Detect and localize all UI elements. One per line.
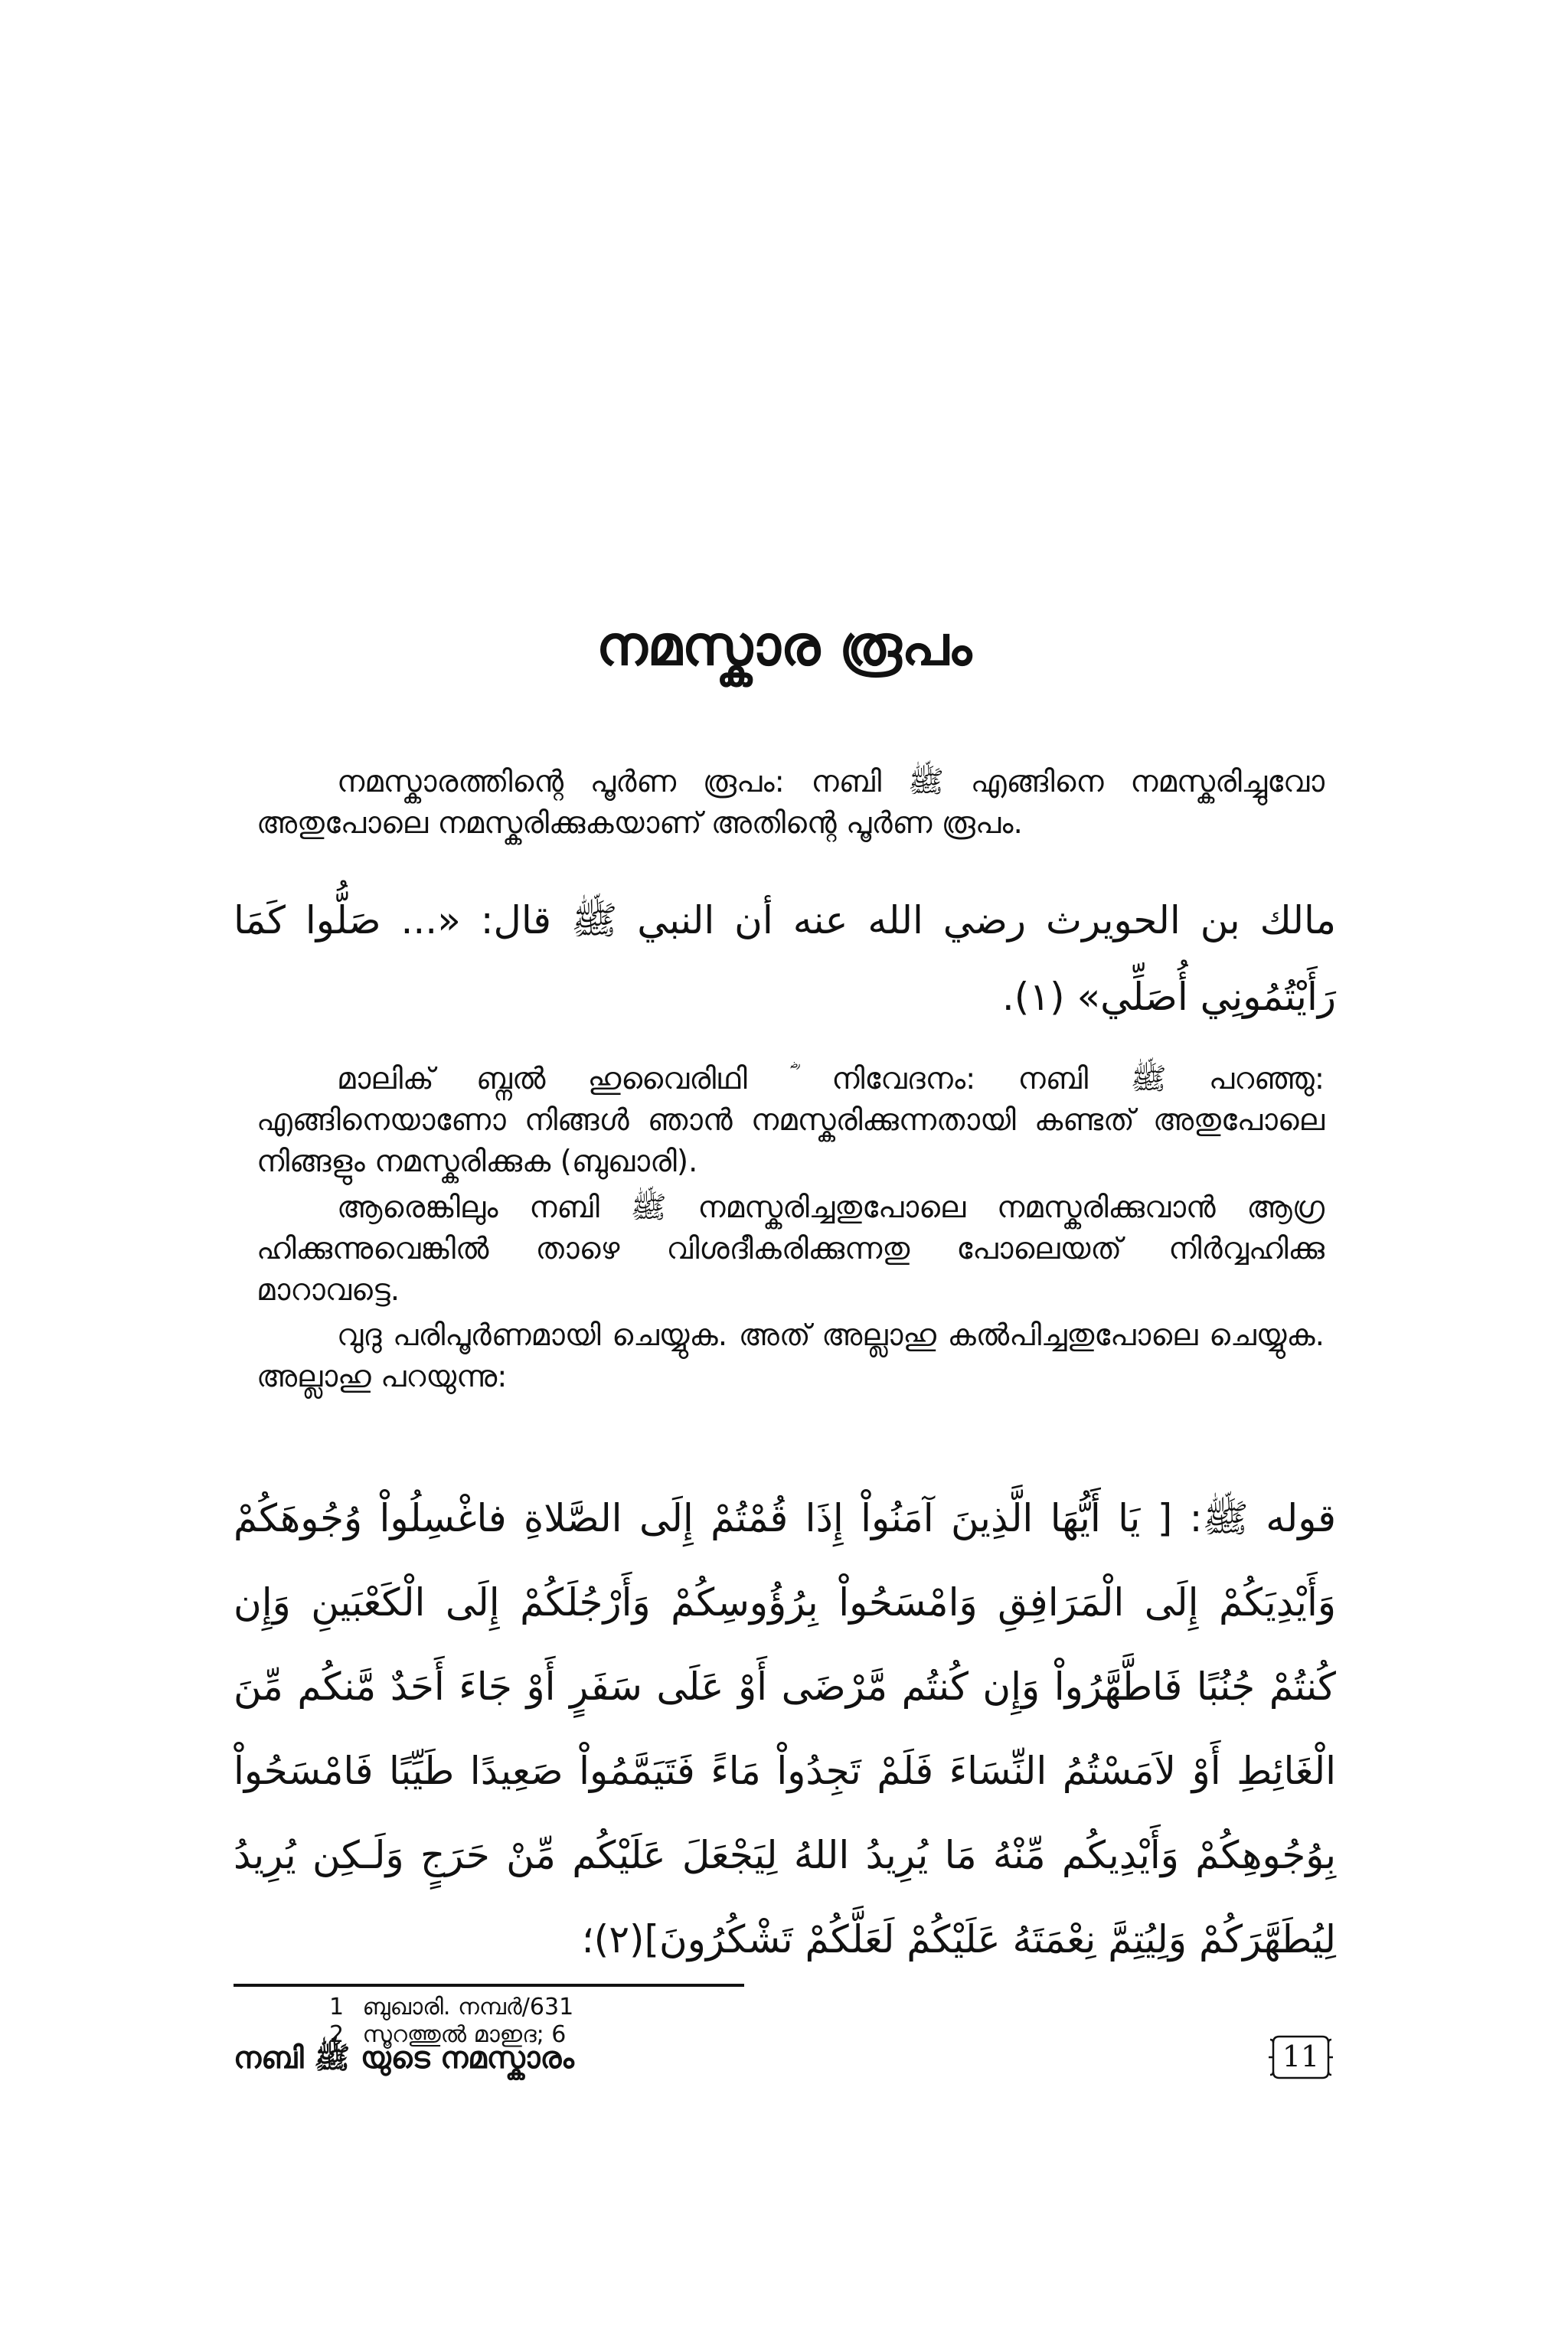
footnote-text: ബുഖാരി. നമ്പർ/631	[362, 1994, 574, 2020]
paragraph-instruction: ആരെങ്കിലും നബി ﷺ നമസ്കരിച്ചതുപോലെ നമസ്കരിക്കുവാൻ ആഗ്ര ഹിക്കുന്നുവെങ്കിൽ താഴെ വിശദീകരിക്കുന്നതു പോലെയത് നിർവ്വഹിക്കു മാറാവട്ടെ.	[256, 1191, 1325, 1308]
page-number-box	[1269, 2032, 1333, 2082]
running-footer-title: നബി ﷺ യുടെ നമസ്കാരം	[234, 2041, 574, 2076]
arabic-hadith: مالك بن الحويرث رضي الله عنه أن النبي ﷺ قال: «... صَلُّوا كَمَا رَأَيْتُمُونِي أُصَلِّي» (١).	[234, 898, 1336, 1019]
page-title: നമസ്കാര രൂപം	[596, 613, 972, 678]
footnote-divider	[234, 1984, 744, 1987]
paragraph-wudu: വുദു പരിപൂർണമായി ചെയ്യുക. അത് അല്ലാഹു കൽപിച്ചതുപോലെ ചെയ്യുക. അല്ലാഹു പറയുന്നു:	[256, 1318, 1325, 1394]
paragraph-intro: നമസ്കാരത്തിന്റെ പൂർണ രൂപം: നബി ﷺ എങ്ങിനെ നമസ്കരിച്ചുവോ അതുപോലെ നമസ്കരിക്കുകയാണ് അതിന്റെ പൂർണ രൂപം.	[256, 765, 1325, 841]
page-number: 11	[1282, 2040, 1320, 2073]
footnote-number: 1	[329, 1994, 345, 2020]
arabic-quran-verse: قوله ﷺ: [ يَا أَيُّهَا الَّذِينَ آمَنُواْ إِذَا قُمْتُمْ إِلَى الصَّلاةِ فاغْسِلُواْ وُجُوهَكُمْ وَأَيْدِيَكُمْ إِلَى الْمَرَافِقِ وَامْسَحُواْ بِرُؤُوسِكُمْ وَأَرْجُلَكُمْ إِلَى الْكَعْبَينِ وَإِن كُنتُمْ جُنُبًا فَاطَّهَّرُواْ وَإِن كُنتُم مَّرْضَى أَوْ عَلَى سَفَرٍ أَوْ جَاءَ أَحَدٌ مَّنكُم مِّنَ الْغَائِطِ أَوْ لاَمَسْتُمُ النِّسَاءَ فَلَمْ تَجِدُواْ مَاءً فَتَيَمَّمُواْ صَعِيدًا طَيِّبًا فَامْسَحُواْ بِوُجُوهِكُمْ وَأَيْدِيكُم مِّنْهُ مَا يُرِيدُ اللهُ لِيَجْعَلَ عَلَيْكُم مِّنْ حَرَجٍ وَلَـكِن يُرِيدُ لِيُطَهَّرَكُمْ وَلِيُتِمَّ نِعْمَتَهُ عَلَيْكُمْ لَعَلَّكُمْ تَشْكُرُونَ](٢)؛	[234, 1496, 1336, 1962]
paragraph-narration: മാലിക് ബ്നൽ ഹുവൈരിഥി ؓ നിവേദനം: നബി ﷺ പറഞ്ഞു: എങ്ങിനെയാണോ നിങ്ങൾ ഞാൻ നമസ്കരിക്കുന്നതായി കണ്ടത് അതുപോലെ നിങ്ങളും നമസ്കരിക്കുക (ബുഖാരി).	[256, 1062, 1325, 1179]
footnote-number: 2	[329, 2021, 345, 2048]
footnote-text: സൂറത്തുൽ മാഇദ; 6	[362, 2021, 567, 2048]
footnote-item	[329, 1994, 573, 2021]
